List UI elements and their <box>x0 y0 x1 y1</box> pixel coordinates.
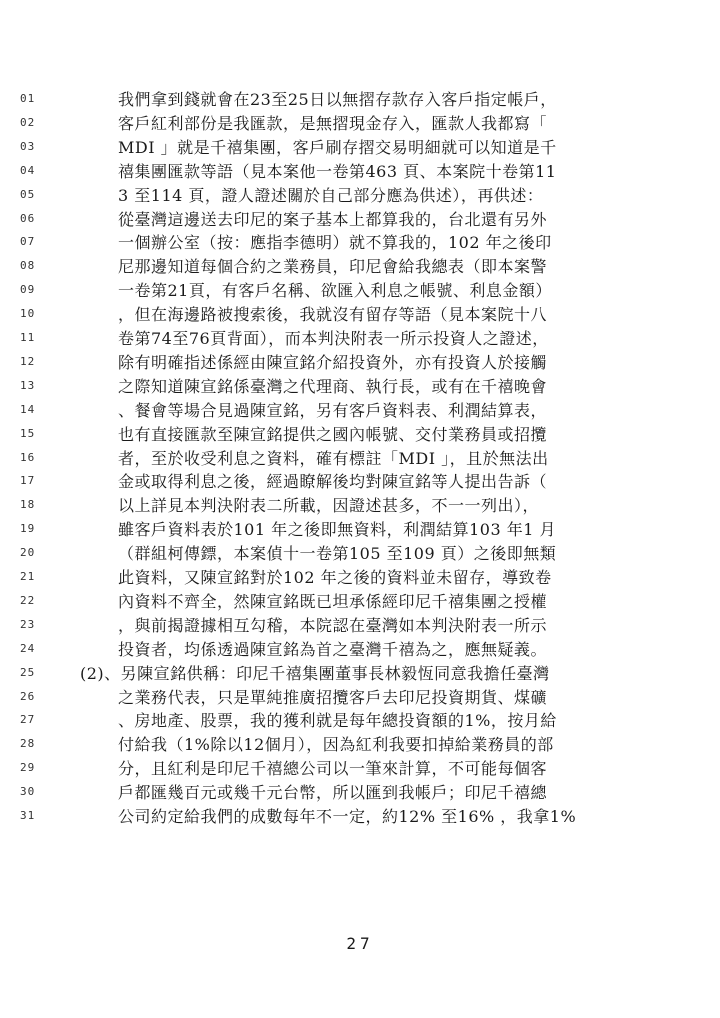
line-number: 23 <box>20 617 36 631</box>
line-number: 21 <box>20 570 36 583</box>
line-text: 、房地產、股票，我的獲利就是每年總投資額的1%，按月給 <box>118 711 557 731</box>
line-text: 、餐會等場合見過陳宣銘，另有客戶資料表、利潤結算表， <box>118 400 548 420</box>
line-text: ，與前揭證據相互勾稽，本院認在臺灣如本判決附表一所示 <box>118 615 548 635</box>
text-line <box>0 423 720 447</box>
text-line <box>0 805 720 829</box>
line-text: 金或取得利息之後，經過瞭解後均對陳宣銘等人提出告訴（ <box>118 472 548 492</box>
text-line <box>0 470 720 494</box>
line-text: 投資者，均係透過陳宣銘為首之臺灣千禧為之，應無疑義。 <box>118 639 548 659</box>
text-line <box>0 590 720 614</box>
line-number: 10 <box>20 307 36 321</box>
text-line <box>0 160 720 184</box>
line-text: 公司約定給我們的成數每年不一定，約12% 至16% ，我拿1% <box>118 807 577 826</box>
line-text: （群組柯傳鏢，本案偵十一卷第105 至109 頁）之後即無類 <box>118 544 557 564</box>
line-text: 一個辦公室（按：應指李德明）就不算我的，102 年之後印 <box>118 233 552 253</box>
line-text: 以上詳見本判決附表二所載，因證述甚多，不一一列出）， <box>118 496 540 516</box>
text-line <box>0 614 720 638</box>
line-text: 我們拿到錢就會在23至25日以無摺存款存入客戶指定帳戶， <box>118 90 557 109</box>
line-number: 25 <box>20 665 36 679</box>
line-number: 27 <box>20 713 36 727</box>
text-line <box>0 279 720 303</box>
text-line <box>0 184 720 208</box>
text-line <box>0 662 720 686</box>
text-line <box>0 255 720 279</box>
line-number: 31 <box>20 809 36 822</box>
line-text: 戶都匯幾百元或幾千元台幣，所以匯到我帳戶；印尼千禧總 <box>118 783 548 803</box>
line-text: 分，且紅利是印尼千禧總公司以一筆來計算，不可能每個客 <box>118 759 548 779</box>
line-text: 禧集團匯款等語（見本案他一卷第463 頁、本案院十卷第11 <box>118 161 557 181</box>
line-number: 03 <box>20 139 36 153</box>
line-text: ，但在海邊路被搜索後，我就沒有留存等語（見本案院十八 <box>118 305 548 325</box>
line-number: 16 <box>20 450 36 464</box>
line-number: 12 <box>20 354 36 368</box>
line-number: 17 <box>20 474 36 488</box>
text-line <box>0 351 720 375</box>
line-text: 3 至114 頁，證人證述關於自己部分應為供述），再供述： <box>118 185 544 205</box>
line-number: 11 <box>20 331 36 344</box>
line-text: 客戶紅利部份是我匯款，是無摺現金存入，匯款人我都寫「 <box>118 113 548 133</box>
line-number: 26 <box>20 689 36 703</box>
text-line <box>0 494 720 518</box>
line-text: 內資料不齊全，然陳宣銘既已坦承係經印尼千禧集團之授權 <box>118 591 548 611</box>
text-line <box>0 757 720 781</box>
line-number: 06 <box>20 211 36 225</box>
text-line <box>0 88 720 112</box>
line-number: 05 <box>20 187 36 201</box>
line-number: 14 <box>20 402 36 416</box>
line-text: 付給我（1%除以12個月），因為紅利我要扣掉給業務員的部 <box>118 735 554 755</box>
line-text: 之際知道陳宣銘係臺灣之代理商、執行長，或有在千禧晚會 <box>118 376 548 396</box>
line-text: 一卷第21頁，有客戶名稱、欲匯入利息之帳號、利息金額） <box>118 281 552 301</box>
line-number: 13 <box>20 378 36 392</box>
text-line <box>0 542 720 566</box>
line-number: 07 <box>20 235 36 249</box>
line-number: 18 <box>20 498 36 512</box>
text-line <box>0 303 720 327</box>
text-line <box>0 327 720 351</box>
text-line <box>0 566 720 590</box>
line-text: 也有直接匯款至陳宣銘提供之國內帳號、交付業務員或招攬 <box>118 424 548 444</box>
line-number: 24 <box>20 641 36 655</box>
text-line <box>0 112 720 136</box>
page-number: 27 <box>346 934 374 953</box>
text-line <box>0 208 720 232</box>
line-number: 09 <box>20 283 36 297</box>
line-text: 雖客戶資料表於101 年之後即無資料，利潤結算103 年1 月 <box>118 520 557 540</box>
line-number: 28 <box>20 737 36 751</box>
text-line <box>0 781 720 805</box>
line-number: 01 <box>20 92 36 105</box>
line-text: 從臺灣這邊送去印尼的案子基本上都算我的，台北還有另外 <box>118 209 548 229</box>
line-text: 尼那邊知道每個合約之業務員，印尼會給我總表（即本案警 <box>118 257 548 277</box>
text-line <box>0 375 720 399</box>
text-line <box>0 136 720 160</box>
line-text: 之業務代表，只是單純推廣招攬客戶去印尼投資期貨、煤礦 <box>118 687 548 707</box>
line-number: 02 <box>20 115 36 129</box>
text-line <box>0 709 720 733</box>
text-line <box>0 686 720 710</box>
line-number: 30 <box>20 785 36 799</box>
text-line <box>0 231 720 255</box>
line-number: 15 <box>20 426 36 440</box>
line-text: MDI 」就是千禧集團，客戶刷存摺交易明細就可以知道是千 <box>118 137 557 157</box>
line-text: 此資料，又陳宣銘對於102 年之後的資料並未留存，導致卷 <box>118 568 552 587</box>
line-text: 除有明確指述係經由陳宣銘介紹投資外，亦有投資人於接觸 <box>118 352 548 372</box>
text-line <box>0 447 720 471</box>
line-text: 卷第74至76頁背面），而本判決附表一所示投資人之證述， <box>118 329 549 348</box>
line-number: 20 <box>20 546 36 560</box>
line-text: (2)、另陳宣銘供稱：印尼千禧集團董事長林毅恆同意我擔任臺灣 <box>80 663 550 683</box>
line-number: 04 <box>20 163 36 177</box>
text-line <box>0 733 720 757</box>
line-number: 29 <box>20 761 36 775</box>
line-text: 者，至於收受利息之資料，確有標註「MDI 」，且於無法出 <box>118 448 549 468</box>
text-line <box>0 399 720 423</box>
line-number: 22 <box>20 593 36 607</box>
text-line <box>0 638 720 662</box>
line-number: 19 <box>20 522 36 536</box>
line-number: 08 <box>20 259 36 273</box>
text-line <box>0 518 720 542</box>
